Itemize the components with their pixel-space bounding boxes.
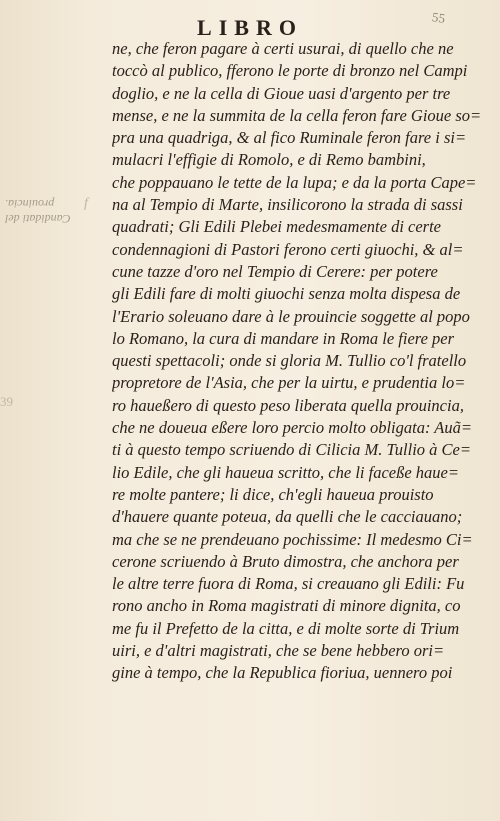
text-line: me fu il Prefetto de la citta, e di molte sorte di Trium xyxy=(112,618,460,638)
text-line: che ne doueua eßere loro percio molto obligata: Auã= xyxy=(112,418,473,438)
text-line: ti à questo tempo scriuendo di Cilicia M. Tullio à Ce= xyxy=(112,440,471,460)
marginal-note: Candidati del prouincia. xyxy=(5,197,71,226)
text-line: lio Edile, che gli haueua scritto, che li faceße haue= xyxy=(112,462,459,482)
text-line: rono ancho in Roma magistrati di minore dignita, co xyxy=(112,596,461,616)
text-line: ma che se ne prendeuano pochissime: Il medesmo Ci= xyxy=(112,529,473,549)
text-line: ne, che feron pagare à certi usurai, di quello che ne xyxy=(112,39,454,58)
text-line: lo Romano, la cura di mandare in Roma le fiere per xyxy=(112,328,455,348)
text-line: le altre terre fuora di Roma, si creauano gli Edili: Fu xyxy=(112,574,465,594)
bleed-through-folio: 55 xyxy=(431,9,447,26)
text-line: cune tazze d'oro nel Tempio di Cerere: per potere xyxy=(112,261,438,281)
text-line: mulacri l'effigie di Romolo, e di Remo bambini, xyxy=(112,150,426,170)
text-line: condennagioni di Pastori ferono certi giuochi, & al= xyxy=(112,239,464,259)
running-head: LIBRO xyxy=(197,15,303,40)
text-line: ro haueßero di questo peso liberata quella prouincia, xyxy=(112,395,464,415)
text-line: l'Erario soleuano dare à le prouincie soggette al popo xyxy=(112,306,470,326)
text-line: toccò al publico, fferono le porte di bronzo nel Campi xyxy=(112,61,468,81)
text-line: mense, e ne la summita de la cella feron fare Gioue so= xyxy=(112,105,482,125)
text-line: d'hauere quante poteua, da quelli che le cacciauano; xyxy=(112,507,463,527)
text-line: questi spettacoli; onde si gloria M. Tullio co'l fratello xyxy=(112,351,467,371)
text-line: gli Edili fare di molti giuochi senza molta dispesa de xyxy=(112,284,461,304)
bleed-through-number: 39 xyxy=(0,394,13,409)
text-line: pra una quadriga, & al fico Ruminale feron fare i si= xyxy=(112,128,467,148)
text-line: quadrati; Gli Edili Plebei medesmamente di certe xyxy=(112,217,442,237)
text-line: gine à tempo, che la Republica fioriua, uennero poi xyxy=(112,663,453,683)
text-line: propretore de l'Asia, che per la uirtu, e prudentia lo= xyxy=(112,373,466,393)
marginal-mark: f xyxy=(84,196,88,211)
text-line: na al Tempio di Marte, insilicorono la strada di sassi xyxy=(112,195,463,215)
text-line: cerone scriuendo à Bruto dimostra, che anchora per xyxy=(112,551,459,571)
text-line: re molte pantere; li dice, ch'egli haueua prouisto xyxy=(112,484,434,504)
text-line: uiri, e d'altri magistrati, che se bene hebbero ori= xyxy=(112,641,445,661)
text-line: doglio, e ne la cella di Gioue uasi d'argento per tre xyxy=(112,83,451,103)
text-line: che poppauano le tette de la lupa; e da la porta Cape= xyxy=(112,172,477,192)
body-text xyxy=(112,38,484,685)
